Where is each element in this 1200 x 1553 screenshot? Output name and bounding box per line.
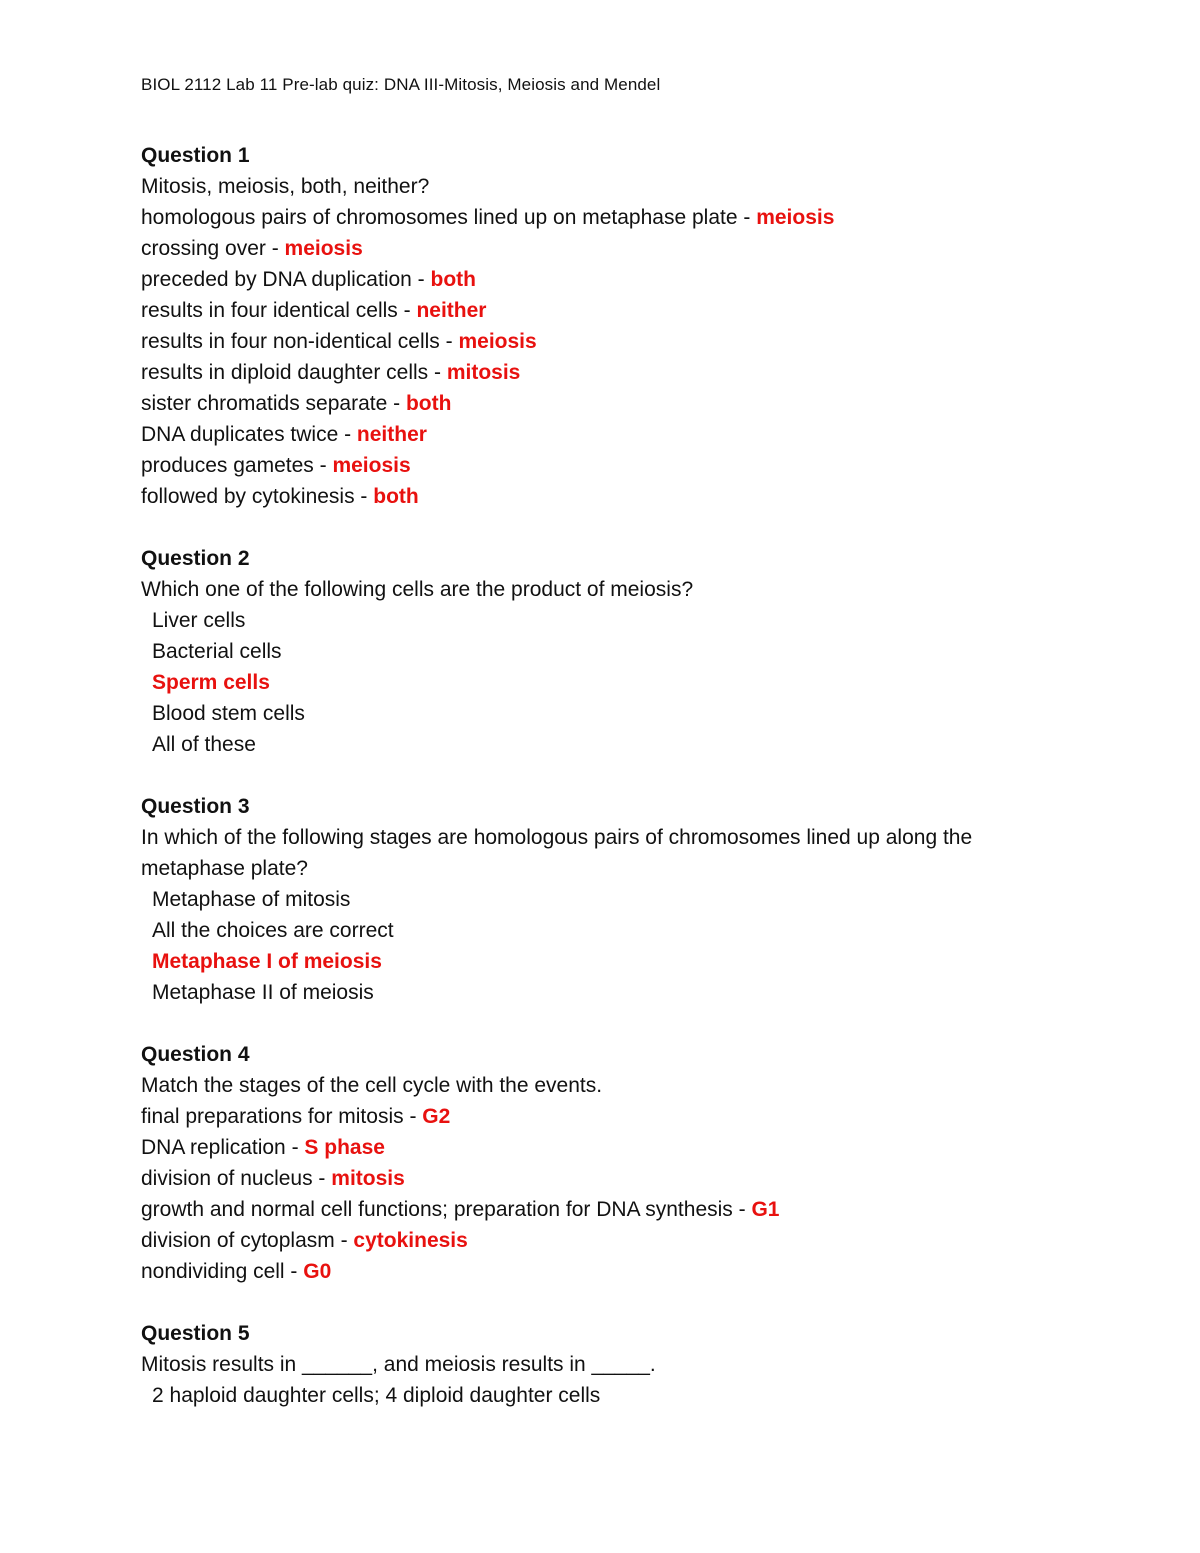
item-answer: mitosis: [331, 1167, 405, 1190]
document-page: [141, 70, 1101, 1442]
question-4: [141, 1039, 1101, 1287]
item-answer: mitosis: [446, 361, 521, 384]
question-2: [141, 543, 1101, 760]
item-text: DNA duplicates twice -: [141, 423, 357, 446]
answer-option-correct: Metaphase I of meiosis: [152, 950, 382, 973]
item-answer: neither: [416, 299, 487, 322]
answer-option: Blood stem cells: [152, 702, 305, 725]
item-text: final preparations for mitosis -: [141, 1105, 423, 1128]
question-5: [141, 1318, 1101, 1411]
item-text: growth and normal cell functions; preparation for DNA synthesis -: [141, 1198, 752, 1221]
item-text: homologous pairs of chromosomes lined up on metaphase plate -: [141, 206, 757, 229]
answer-option: Liver cells: [152, 609, 246, 632]
item-text: results in four non-identical cells -: [141, 330, 459, 353]
match-item: [141, 357, 1101, 388]
item-answer: cytokinesis: [353, 1229, 468, 1252]
question-prompt: Which one of the following cells are the product of meiosis?: [141, 578, 694, 601]
item-text: produces gametes -: [141, 454, 333, 477]
item-answer: neither: [356, 423, 427, 446]
match-item: [141, 264, 1101, 295]
match-item: [141, 1163, 1101, 1194]
question-1: [141, 140, 1101, 512]
match-item: [141, 419, 1101, 450]
item-text: results in four identical cells -: [141, 299, 417, 322]
item-text: results in diploid daughter cells -: [141, 361, 447, 384]
answer-option-correct: Sperm cells: [152, 671, 270, 694]
item-answer: meiosis: [284, 237, 363, 260]
answer-option: All the choices are correct: [152, 919, 394, 942]
answer-option: Metaphase II of meiosis: [152, 981, 374, 1004]
item-answer: G0: [303, 1260, 332, 1283]
item-text: sister chromatids separate -: [141, 392, 406, 415]
match-item: [141, 1101, 1101, 1132]
answer-option: Metaphase of mitosis: [152, 888, 351, 911]
match-item: [141, 450, 1101, 481]
match-item: [141, 233, 1101, 264]
match-item: [141, 481, 1101, 512]
item-answer: both: [405, 392, 452, 415]
answer-option: All of these: [152, 733, 256, 756]
item-text: nondividing cell -: [141, 1260, 304, 1283]
document-header: BIOL 2112 Lab 11 Pre-lab quiz: DNA III-Mitosis, Meiosis and Mendel: [141, 75, 661, 94]
item-answer: both: [373, 485, 419, 508]
question-title: Question 1: [141, 144, 250, 167]
item-answer: meiosis: [458, 330, 537, 353]
item-answer: meiosis: [756, 206, 835, 229]
item-text: division of cytoplasm -: [141, 1229, 354, 1252]
question-prompt: Mitosis, meiosis, both, neither?: [141, 175, 430, 198]
answer-option: 2 haploid daughter cells; 4 diploid daughter cells: [152, 1384, 601, 1407]
match-item: [141, 202, 1101, 233]
question-title: Question 3: [141, 795, 250, 818]
item-text: DNA replication -: [141, 1136, 305, 1159]
answer-option: Bacterial cells: [152, 640, 282, 663]
item-answer: G1: [751, 1198, 780, 1221]
item-answer: meiosis: [332, 454, 411, 477]
item-text: followed by cytokinesis -: [141, 485, 374, 508]
item-text: crossing over -: [141, 237, 285, 260]
match-item: [141, 1225, 1101, 1256]
question-3: [141, 791, 1101, 1008]
match-item: [141, 326, 1101, 357]
item-text: division of nucleus -: [141, 1167, 332, 1190]
question-prompt: Mitosis results in ______, and meiosis results in _____.: [141, 1353, 656, 1376]
question-prompt: Match the stages of the cell cycle with the events.: [141, 1074, 603, 1097]
match-item: [141, 1194, 1101, 1225]
question-prompt: In which of the following stages are homologous pairs of chromosomes lined up along the metaphase plate?: [141, 826, 973, 880]
question-title: Question 5: [141, 1322, 250, 1345]
match-item: [141, 1132, 1101, 1163]
item-answer: both: [430, 268, 476, 291]
item-text: preceded by DNA duplication -: [141, 268, 431, 291]
match-item: [141, 388, 1101, 419]
question-title: Question 4: [141, 1043, 250, 1066]
item-answer: G2: [422, 1105, 451, 1128]
item-answer: S phase: [304, 1136, 385, 1159]
match-item: [141, 295, 1101, 326]
question-title: Question 2: [141, 547, 250, 570]
match-item: [141, 1256, 1101, 1287]
